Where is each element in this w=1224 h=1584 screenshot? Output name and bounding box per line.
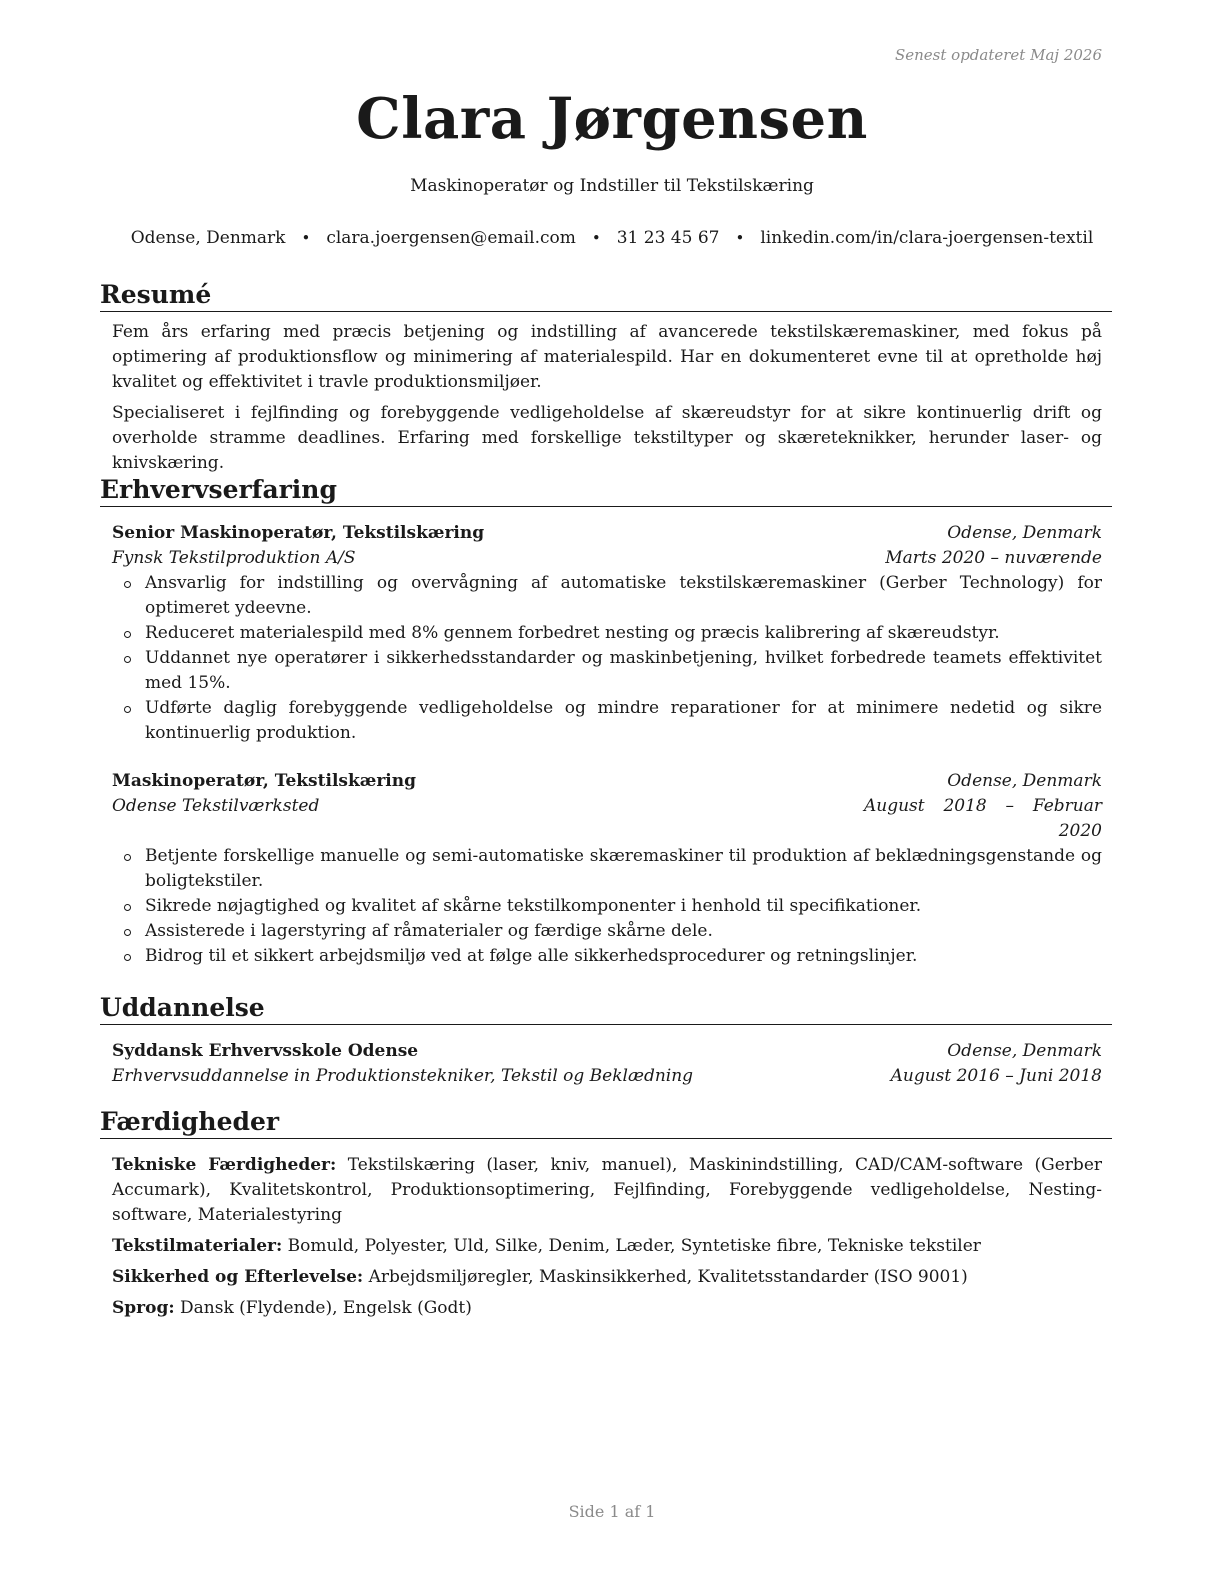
list-item: Ansvarlig for indstilling og overvågning af automatiske tekstilskæremaskiner (Gerber Technology) for optimeret ydeevne. <box>112 571 1102 621</box>
list-item: Udførte daglig forebyggende vedligeholdelse og mindre reparationer for at minimere nedetid og sikre kontinuerlig produktion. <box>112 696 1102 746</box>
bullet-separator: • <box>735 229 745 247</box>
section-title: Resumé <box>100 280 1112 312</box>
skill-text: Tekstilskæring (laser, kniv, manuel), Maskinindstilling, CAD/CAM-software (Gerber Accumark), Kvalitetskontrol, Produktionsoptimering, Fejlfinding, Forebyggende vedligeholdelse, Nesting-software, Materialestyring <box>112 1155 1102 1225</box>
list-item: Bidrog til et sikkert arbejdsmiljø ved at følge alle sikkerhedsprocedurer og retningslinjer. <box>112 944 1102 969</box>
summary-paragraph: Specialiseret i fejlfinding og forebyggende vedligeholdelse af skæreudstyr for at sikre kontinuerlig drift og overholde stramme deadlines. Erfaring med forskellige tekstiltyper og skæreteknikker, herunder laser- og knivskæring. <box>112 403 1102 473</box>
skill-text: Arbejdsmiljøregler, Maskinsikkerhed, Kvalitetsstandarder (ISO 9001) <box>368 1267 968 1287</box>
section-title: Uddannelse <box>100 993 1112 1025</box>
school-location: Odense, Denmark <box>947 1041 1102 1061</box>
list-item: Sikrede nøjagtighed og kvalitet af skårne tekstilkomponenter i henhold til specifikationer. <box>112 894 1102 919</box>
list-item: Reduceret materialespild med 8% gennem forbedret nesting og præcis kalibrering af skæreudstyr. <box>112 621 1102 646</box>
job-role: Maskinoperatør, Tekstilskæring <box>112 771 416 791</box>
bullet-separator: • <box>301 229 311 247</box>
job-title: Maskinoperatør og Indstiller til Tekstilskæring <box>410 176 814 196</box>
summary-section <box>100 280 1112 476</box>
skill-group <box>112 1296 1102 1321</box>
job-company: Fynsk Tekstilproduktion A/S <box>112 548 356 568</box>
job-bullets <box>112 844 1102 969</box>
job-dates: Marts 2020 – nuværende <box>885 548 1102 568</box>
skill-label: Sikkerhed og Efterlevelse: <box>112 1267 364 1287</box>
skill-label: Tekniske Færdigheder: <box>112 1155 337 1175</box>
page-number: Side 1 af 1 <box>568 1502 656 1521</box>
section-title: Færdigheder <box>100 1107 1112 1139</box>
contact-linkedin[interactable]: linkedin.com/in/clara-joergensen-textil <box>760 228 1094 248</box>
skill-text: Bomuld, Polyester, Uld, Silke, Denim, Læder, Syntetiske fibre, Tekniske tekstiler <box>287 1236 981 1256</box>
job-dates: August 2018 – Februar 2020 <box>864 796 1102 841</box>
list-item: Uddannet nye operatører i sikkerhedsstandarder og maskinbetjening, hvilket forbedrede teamets effektivitet med 15%. <box>112 646 1102 696</box>
skill-group <box>112 1153 1102 1228</box>
education-section <box>100 993 1112 1089</box>
last-updated: Senest opdateret Maj 2026 <box>894 46 1102 64</box>
job-entry <box>112 769 1102 969</box>
job-role: Senior Maskinoperatør, Tekstilskæring <box>112 523 485 543</box>
school-name: Syddansk Erhvervsskole Odense <box>112 1041 419 1061</box>
skill-text: Dansk (Flydende), Engelsk (Godt) <box>180 1298 472 1318</box>
job-entry <box>112 521 1102 746</box>
contact-line <box>0 228 1224 248</box>
list-item: Assisterede i lagerstyring af råmaterialer og færdige skårne dele. <box>112 919 1102 944</box>
job-bullets <box>112 571 1102 746</box>
contact-location: Odense, Denmark <box>130 228 286 248</box>
experience-section <box>100 475 1112 969</box>
job-location: Odense, Denmark <box>947 523 1102 543</box>
bullet-separator: • <box>591 229 601 247</box>
degree: Erhvervsuddannelse in Produktionstekniker, Tekstil og Beklædning <box>112 1066 694 1086</box>
section-title: Erhvervserfaring <box>100 475 1112 507</box>
education-dates: August 2016 – Juni 2018 <box>890 1066 1102 1086</box>
job-company: Odense Tekstilværksted <box>112 796 320 816</box>
contact-phone: 31 23 45 67 <box>616 228 720 248</box>
skill-label: Tekstilmaterialer: <box>112 1236 283 1256</box>
candidate-name: Clara Jørgensen <box>356 86 868 152</box>
job-location: Odense, Denmark <box>947 771 1102 791</box>
summary-paragraph: Fem års erfaring med præcis betjening og indstilling af avancerede tekstilskæremaskiner, med fokus på optimering af produktionsflow og minimering af materialespild. Har en dokumenteret evne til at opretholde høj kvalitet og effektivitet i travle produktionsmiljøer. <box>112 322 1102 392</box>
skill-group <box>112 1234 1102 1259</box>
skills-section <box>100 1107 1112 1321</box>
contact-email[interactable]: clara.joergensen@email.com <box>326 228 576 248</box>
skill-group <box>112 1265 1102 1290</box>
list-item: Betjente forskellige manuelle og semi-automatiske skæremaskiner til produktion af beklædningsgenstande og boligtekstiler. <box>112 844 1102 894</box>
skill-label: Sprog: <box>112 1298 175 1318</box>
